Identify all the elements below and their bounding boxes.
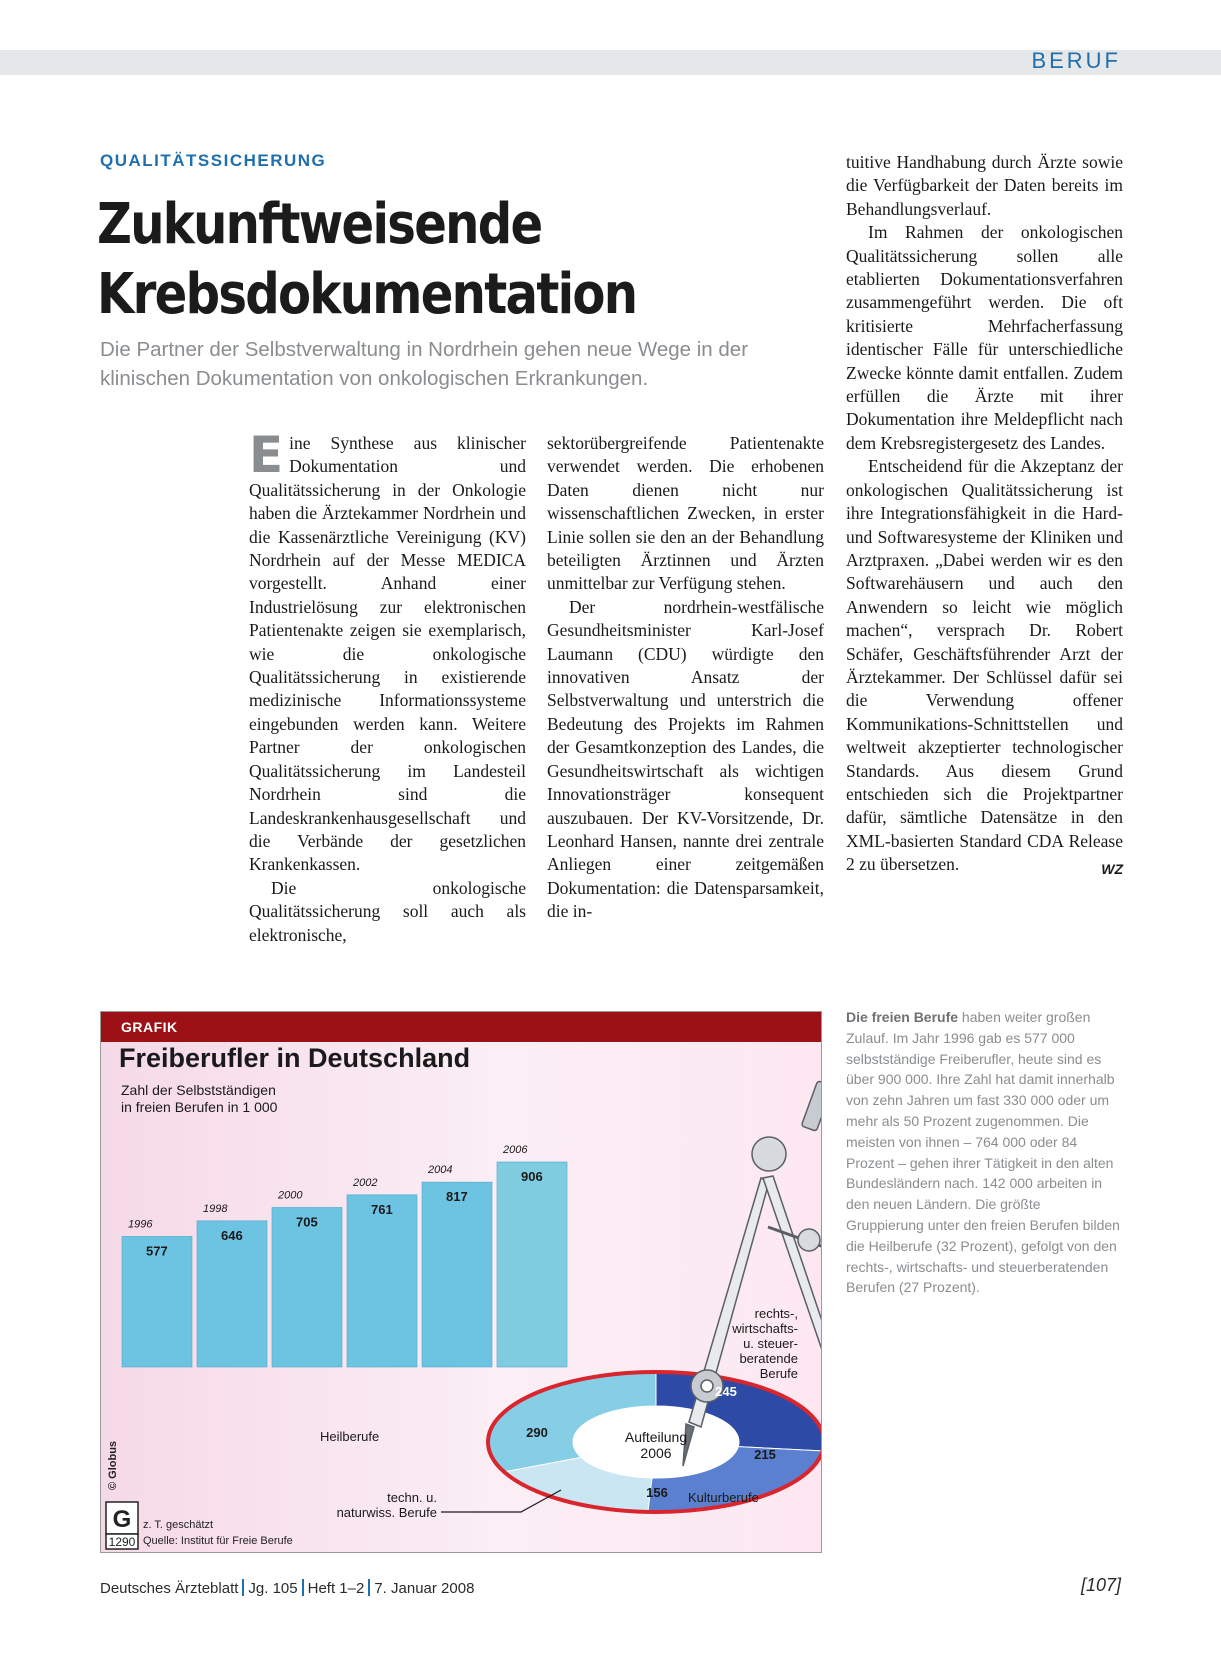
bar [347,1195,417,1367]
donut-slice-label: techn. u. [387,1490,437,1505]
donut-slice-label: Kulturberufe [688,1490,759,1505]
source-note: Quelle: Institut für Freie Berufe [143,1535,293,1547]
paragraph: sektorübergreifende Patientenakte verwendet werden. Die erhobenen Daten dienen nicht nur wissenschaftlichen Zwecken, in erster Linie sollen sie den an der Behandlung beteiligten Ärztinnen und Ärzten unmittelbar zur Verfügung stehen. [547,433,824,594]
caption-lead: Die freien Berufe [846,1009,959,1025]
article-column-1 [249,426,526,947]
bar-year-label: 2000 [278,1189,303,1202]
footer [100,1579,474,1597]
chart-subtitle: Zahl der Selbstständigen [121,1082,276,1098]
author-signature: WZ [1101,861,1123,878]
donut-slice-label: Heilberufe [320,1429,380,1444]
compass-knuckle-center [701,1380,713,1392]
globus-logo-letter: G [112,1506,132,1533]
drop-cap: E [249,426,284,484]
bar [272,1207,342,1367]
bar-value-label: 817 [446,1189,468,1205]
chart-title: Freiberufler in Deutschland [119,1043,471,1073]
footer-separator [368,1579,370,1596]
bar-value-label: 705 [296,1214,318,1230]
donut-slice-label: wirtschafts- [732,1321,798,1336]
article-standfirst: Die Partner der Selbstverwaltung in Nordrhein gehen neue Wege in der klinischen Dokumentation von onkologischen Erkrankungen. [100,338,749,390]
footer-separator [242,1579,244,1596]
bar-value-label: 577 [146,1243,168,1259]
page-number: [107] [1080,1575,1121,1595]
chart-area [101,1042,821,1552]
bar-year-label: 2002 [353,1176,378,1189]
footer-separator [302,1579,304,1596]
article-column-2 [547,432,824,924]
compass-handle [801,1081,821,1132]
estimate-note: z. T. geschätzt [143,1519,214,1531]
donut-slice-label: beratende [739,1351,798,1366]
donut-slice-value: 290 [526,1425,548,1440]
donut-center-label: 2006 [640,1445,672,1461]
footer-publication: Deutsches Ärzteblatt [100,1580,239,1597]
donut-slice-label: u. steuer- [743,1336,798,1351]
paragraph: tuitive Handhabung durch Ärzte sowie die Verfügbarkeit der Daten bereits im Behandlungsverlauf. [846,152,1123,219]
compass-hinge [752,1137,786,1171]
footer-date: 7. Januar 2008 [374,1580,475,1597]
bar-year-label: 2004 [428,1164,453,1177]
bar-year-label: 1998 [203,1202,228,1215]
globus-logo [106,1441,138,1549]
bar-value-label: 761 [371,1201,393,1217]
paragraph-text: Entscheidend für die Akzeptanz der onkologischen Qualitätssicherung ist ihre Integrationsfähigkeit in die Hard- und Softwaresysteme der Kliniken und Arztpraxen. „Dabei werden wir es den Softwarehäusern und auch den Anwendern so leicht wie möglich machen“, versprach Dr. Robert Schäfer, Geschäftsführender Arzt der Ärztekammer. Der Schlüssel dafür sei die Verwendung offener Kommunikations-Schnittstellen und weltweit akzeptierter technologischer Standards. Aus diesem Grund entschieden sich die Projektpartner dafür, sämtliche Datensätze in den XML-basierten Standard CDA Release 2 zu übersetzen. [846,456,1123,875]
infographic [100,1011,822,1553]
paragraph: Im Rahmen der onkologischen Qualitätssicherung sollen alle etablierten Dokumentationsverfahren zusammengeführt werden. Die oft kritisierte Mehrfacherfassung identischer Fälle für unterschiedliche Zwecke könnte damit entfallen. Zudem erfüllen die Ärzte mit ihrer Dokumentation ihre Meldepflicht nach dem Krebsregistergesetz des Landes. [846,222,1123,453]
graphic-caption [846,1007,1121,1298]
graphic-label: GRAFIK [101,1012,821,1042]
caption-text: haben weiter großen Zulauf. Im Jahr 1996 gab es 577 000 selbstständige Freiberufler, heute sind es über 900 000. Ihre Zahl hat damit innerhalb von zehn Jahren um fast 330 000 oder um mehr als 50 Prozent zugenommen. Die meisten von ihnen – 764 000 oder 84 Prozent – gehen ihrer Tätigkeit in den alten Bundesländern nach. 142 000 arbeiten in den neuen Ländern. Die größte Gruppierung unter den freien Berufen bilden die Heilberufe (32 Prozent), gefolgt von den rechts-, wirtschafts- und steuerberatenden Berufen (27 Prozent). [846,1009,1120,1296]
paragraph-text: ine Synthese aus klinischer Dokumentation und Qualitätssicherung in der Onkologie haben die Ärztekammer Nordrhein und die Kassenärztliche Vereinigung (KV) Nordrhein auf der Messe MEDICA vorgestellt. Anhand einer Industrielösung zur elektronischen Patientenakte zeigen sie exemplarisch, wie die onkologische Qualitätssicherung in existierende medizinische Informationssysteme eingebunden werden kann. Weitere Partner der onkologischen Qualitätssicherung im Landesteil Nordrhein sind die Landeskrankenhausgesellschaft und die Verbände der gesetzlichen Krankenkassen. [249,433,526,875]
donut-center-label: Aufteilung [624,1429,688,1445]
section-label: BERUF [1031,48,1121,73]
donut-slice-value: 156 [646,1485,668,1500]
bar-year-label: 2006 [503,1144,528,1156]
bar [422,1182,492,1367]
paragraph [846,455,1123,876]
chart-subtitle: in freien Berufen in 1 000 [121,1099,278,1115]
paragraph: Die onkologische Qualitätssicherung soll auch als elektronische, [249,877,526,945]
bar [497,1162,567,1367]
donut-slice-value: 215 [754,1447,776,1462]
bar-value-label: 646 [221,1227,243,1243]
article-kicker: QUALITÄTSSICHERUNG [100,151,327,170]
paragraph: Der nordrhein-westfälische Gesundheitsminister Karl-Josef Laumann (CDU) würdigte den innovativen Ansatz der Selbstverwaltung und unterstrich die Bedeutung des Projekts im Rahmen der Gesamtkonzeption des Landes, die Gesundheitswirtschaft als wichtigen Innovationsträger konsequent auszubauen. Der KV-Vorsitzende, Dr. Leonhard Hansen, nannte drei zentrale Anliegen einer zeitgemäßen Dokumentation: die Datensparsamkeit, die in- [547,596,824,922]
footer-issue: Heft 1–2 [307,1580,365,1597]
donut-slice-label: Berufe [759,1366,798,1381]
chart-svg [101,1042,821,1552]
donut-slice-label: naturwiss. Berufe [336,1505,437,1520]
paragraph [249,426,526,877]
article-title: Zukunftweisende Krebsdokumentation [97,192,637,327]
globus-credit: © Globus [107,1440,119,1490]
bar-value-label: 906 [521,1169,543,1184]
globus-code: 1290 [108,1535,136,1549]
donut-slice-value: 245 [715,1384,737,1399]
footer-volume: Jg. 105 [248,1580,298,1597]
article-column-3 [846,151,1123,882]
compass-screw-wheel [798,1229,820,1251]
donut-slice-label: rechts-, [754,1306,798,1321]
bar-year-label: 1996 [128,1218,153,1231]
